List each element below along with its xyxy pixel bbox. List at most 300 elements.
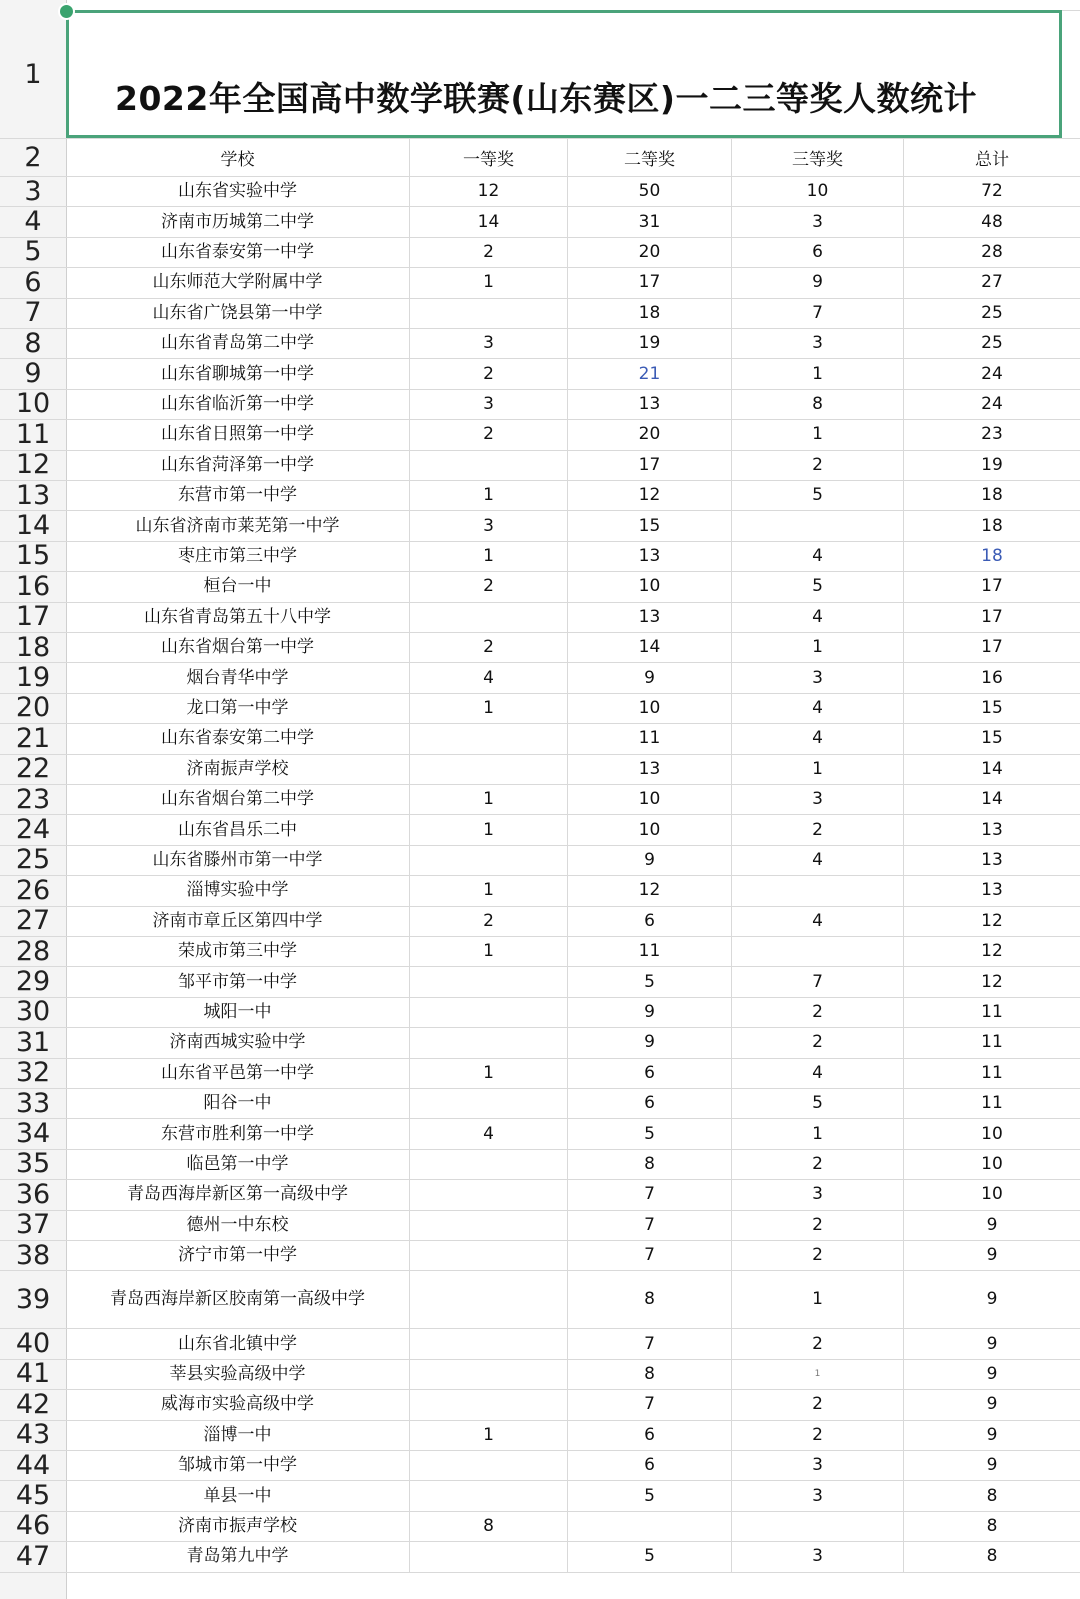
second-prize-cell[interactable]: 7: [568, 1210, 732, 1240]
second-prize-cell[interactable]: 50: [568, 176, 732, 206]
header-school[interactable]: 学校: [66, 138, 410, 176]
row-number[interactable]: 27: [15, 905, 51, 937]
third-prize-cell[interactable]: 1: [732, 632, 904, 662]
table-row: [0, 966, 1080, 997]
third-prize-cell[interactable]: 5: [732, 480, 904, 510]
table-row: [0, 723, 1080, 754]
total-cell[interactable]: 17: [981, 637, 1003, 658]
third-prize-cell[interactable]: 5: [732, 1088, 904, 1118]
school-cell[interactable]: 邹城市第一中学: [66, 1450, 410, 1480]
third-prize-cell[interactable]: 2: [732, 1027, 904, 1057]
row-number[interactable]: 33: [15, 1087, 51, 1119]
total-cell[interactable]: 8: [986, 1485, 998, 1506]
school-cell[interactable]: 青岛第九中学: [66, 1541, 410, 1571]
first-prize-cell[interactable]: 12: [410, 176, 568, 206]
total-cell[interactable]: 17: [981, 576, 1003, 597]
row-number[interactable]: 3: [24, 175, 42, 207]
table-row: [0, 298, 1080, 329]
total-cell[interactable]: 16: [981, 667, 1003, 688]
row-number[interactable]: 26: [15, 874, 51, 906]
total-cell[interactable]: 23: [981, 424, 1003, 445]
row-number[interactable]: 34: [15, 1118, 51, 1150]
school-cell[interactable]: 山东省实验中学: [66, 176, 410, 206]
school-cell[interactable]: 济南市历城第二中学: [66, 206, 410, 236]
first-prize-cell[interactable]: [410, 754, 568, 784]
first-prize-cell[interactable]: [410, 1389, 568, 1419]
first-prize-cell[interactable]: 1: [410, 936, 568, 966]
row-number[interactable]: 9: [24, 358, 42, 390]
row-number[interactable]: 15: [15, 540, 51, 572]
second-prize-cell[interactable]: 5: [568, 966, 732, 996]
table-row: [0, 1541, 1080, 1572]
first-prize-cell[interactable]: [410, 1210, 568, 1240]
school-cell[interactable]: 山东省烟台第一中学: [66, 632, 410, 662]
first-prize-cell[interactable]: [410, 1149, 568, 1179]
total-cell[interactable]: 13: [981, 880, 1003, 901]
first-prize-cell[interactable]: [410, 450, 568, 480]
first-prize-cell[interactable]: [410, 602, 568, 632]
school-cell[interactable]: 山东省平邑第一中学: [66, 1058, 410, 1088]
table-row: [0, 997, 1080, 1028]
row-number[interactable]: 23: [15, 783, 51, 815]
third-prize-cell[interactable]: 3: [732, 1480, 904, 1510]
third-prize-cell[interactable]: 4: [732, 1058, 904, 1088]
second-prize-cell[interactable]: 20: [568, 419, 732, 449]
second-prize-cell[interactable]: 10: [568, 571, 732, 601]
total-cell[interactable]: 15: [981, 697, 1003, 718]
row-number[interactable]: 28: [15, 935, 51, 967]
second-prize-cell[interactable]: 7: [568, 1328, 732, 1358]
row-number[interactable]: 8: [24, 327, 42, 359]
table-row: [0, 419, 1080, 450]
first-prize-cell[interactable]: 2: [410, 632, 568, 662]
school-cell[interactable]: 临邑第一中学: [66, 1149, 410, 1179]
row-number[interactable]: 24: [15, 814, 51, 846]
total-cell[interactable]: 24: [981, 393, 1003, 414]
header-third-prize[interactable]: 三等奖: [732, 138, 904, 176]
school-cell[interactable]: 济南市章丘区第四中学: [66, 906, 410, 936]
first-prize-cell[interactable]: 1: [410, 267, 568, 297]
selection-handle-icon[interactable]: [58, 3, 75, 20]
school-cell[interactable]: 济南振声学校: [66, 754, 410, 784]
third-prize-cell[interactable]: 1: [732, 358, 904, 388]
second-prize-cell[interactable]: 11: [568, 936, 732, 966]
row-number[interactable]: 13: [15, 479, 51, 511]
second-prize-cell[interactable]: 7: [568, 1179, 732, 1209]
school-cell[interactable]: 单县一中: [66, 1480, 410, 1510]
row-number[interactable]: 42: [15, 1388, 51, 1420]
third-prize-cell[interactable]: 4: [732, 693, 904, 723]
total-cell[interactable]: 13: [981, 819, 1003, 840]
total-cell[interactable]: 18: [981, 515, 1003, 536]
school-cell[interactable]: 烟台青华中学: [66, 662, 410, 692]
total-cell[interactable]: 9: [986, 1455, 998, 1476]
school-cell[interactable]: 阳谷一中: [66, 1088, 410, 1118]
second-prize-cell[interactable]: 12: [568, 875, 732, 905]
second-prize-cell[interactable]: 9: [568, 1027, 732, 1057]
row-number[interactable]: 30: [15, 996, 51, 1028]
third-prize-cell[interactable]: 3: [732, 328, 904, 358]
total-cell[interactable]: 17: [981, 606, 1003, 627]
table-row: [0, 1389, 1080, 1420]
second-prize-cell[interactable]: 8: [568, 1270, 732, 1328]
first-prize-cell[interactable]: [410, 1359, 568, 1389]
table-row: [0, 1359, 1080, 1390]
second-prize-cell[interactable]: 10: [568, 814, 732, 844]
third-prize-cell[interactable]: 3: [732, 1541, 904, 1571]
second-prize-cell[interactable]: 13: [568, 389, 732, 419]
school-cell[interactable]: 山东省滕州市第一中学: [66, 845, 410, 875]
first-prize-cell[interactable]: 2: [410, 571, 568, 601]
second-prize-cell[interactable]: 18: [568, 298, 732, 328]
school-cell[interactable]: 山东省昌乐二中: [66, 814, 410, 844]
third-prize-cell[interactable]: 4: [732, 906, 904, 936]
school-cell[interactable]: 山东省青岛第二中学: [66, 328, 410, 358]
table-row: [0, 176, 1080, 207]
third-prize-cell[interactable]: 7: [732, 298, 904, 328]
school-cell[interactable]: 青岛西海岸新区胶南第一高级中学: [66, 1270, 410, 1328]
total-cell[interactable]: 12: [981, 941, 1003, 962]
third-prize-cell[interactable]: 3: [732, 206, 904, 236]
table-row: [0, 1027, 1080, 1058]
school-cell[interactable]: 青岛西海岸新区第一高级中学: [66, 1179, 410, 1209]
first-prize-cell[interactable]: 8: [410, 1511, 568, 1541]
total-cell[interactable]: 25: [981, 333, 1003, 354]
school-cell[interactable]: 邹平市第一中学: [66, 966, 410, 996]
total-cell[interactable]: 18: [981, 485, 1003, 506]
first-prize-cell[interactable]: [410, 845, 568, 875]
school-cell[interactable]: 山东省泰安第一中学: [66, 237, 410, 267]
total-cell[interactable]: 10: [981, 1123, 1003, 1144]
second-prize-cell[interactable]: 6: [568, 906, 732, 936]
row-number[interactable]: 39: [15, 1283, 51, 1315]
total-cell[interactable]: 11: [981, 1062, 1003, 1083]
third-prize-cell[interactable]: [732, 1511, 904, 1541]
total-cell[interactable]: 13: [981, 849, 1003, 870]
third-prize-cell[interactable]: 3: [732, 1179, 904, 1209]
total-cell[interactable]: 27: [981, 272, 1003, 293]
second-prize-cell[interactable]: 5: [568, 1118, 732, 1148]
total-cell[interactable]: 19: [981, 454, 1003, 475]
third-prize-cell[interactable]: 8: [732, 389, 904, 419]
first-prize-cell[interactable]: 4: [410, 1118, 568, 1148]
table-row: [0, 906, 1080, 937]
school-cell[interactable]: 龙口第一中学: [66, 693, 410, 723]
row-number[interactable]: 10: [15, 388, 51, 420]
first-prize-cell[interactable]: 3: [410, 510, 568, 540]
total-cell[interactable]: 28: [981, 241, 1003, 262]
total-cell[interactable]: 9: [986, 1289, 998, 1310]
first-prize-cell[interactable]: [410, 997, 568, 1027]
second-prize-cell[interactable]: 7: [568, 1389, 732, 1419]
total-cell[interactable]: 12: [981, 971, 1003, 992]
first-prize-cell[interactable]: [410, 1450, 568, 1480]
table-row: [0, 632, 1080, 663]
second-prize-cell[interactable]: 6: [568, 1058, 732, 1088]
total-cell[interactable]: 9: [986, 1214, 998, 1235]
first-prize-cell[interactable]: 14: [410, 206, 568, 236]
third-prize-cell[interactable]: 2: [732, 1210, 904, 1240]
first-prize-cell[interactable]: 1: [410, 814, 568, 844]
total-cell[interactable]: 9: [986, 1333, 998, 1354]
table-row: [0, 1179, 1080, 1210]
total-cell[interactable]: 11: [981, 1032, 1003, 1053]
third-prize-cell[interactable]: 7: [732, 966, 904, 996]
school-cell[interactable]: 威海市实验高级中学: [66, 1389, 410, 1419]
row-number[interactable]: 16: [15, 570, 51, 602]
total-cell[interactable]: 9: [986, 1424, 998, 1445]
total-cell[interactable]: 15: [981, 728, 1003, 749]
second-prize-cell[interactable]: 13: [568, 602, 732, 632]
first-prize-cell[interactable]: [410, 966, 568, 996]
second-prize-cell[interactable]: 19: [568, 328, 732, 358]
row-number[interactable]: 21: [15, 722, 51, 754]
total-cell[interactable]: 9: [986, 1245, 998, 1266]
table-row: [0, 328, 1080, 359]
third-prize-cell[interactable]: 9: [732, 267, 904, 297]
total-cell[interactable]: 12: [981, 910, 1003, 931]
second-prize-cell[interactable]: 8: [568, 1359, 732, 1389]
total-cell[interactable]: 10: [981, 1184, 1003, 1205]
second-prize-cell[interactable]: 9: [568, 997, 732, 1027]
second-prize-cell[interactable]: 6: [568, 1450, 732, 1480]
row-number[interactable]: 25: [15, 844, 51, 876]
school-cell[interactable]: 山东省烟台第二中学: [66, 784, 410, 814]
third-prize-cell[interactable]: 2: [732, 1328, 904, 1358]
third-prize-cell[interactable]: 3: [732, 662, 904, 692]
second-prize-cell[interactable]: 6: [568, 1088, 732, 1118]
second-prize-cell[interactable]: 13: [568, 541, 732, 571]
row-number[interactable]: 31: [15, 1026, 51, 1058]
first-prize-cell[interactable]: [410, 1088, 568, 1118]
row-number[interactable]: 18: [15, 631, 51, 663]
first-prize-cell[interactable]: [410, 1027, 568, 1057]
header-first-prize[interactable]: 一等奖: [410, 138, 568, 176]
row-number[interactable]: 5: [24, 236, 42, 268]
second-prize-cell[interactable]: [568, 1511, 732, 1541]
second-prize-cell[interactable]: 20: [568, 237, 732, 267]
row-number[interactable]: 45: [15, 1480, 51, 1512]
second-prize-cell[interactable]: 14: [568, 632, 732, 662]
first-prize-cell[interactable]: 1: [410, 693, 568, 723]
first-prize-cell[interactable]: [410, 298, 568, 328]
third-prize-cell[interactable]: 1: [732, 1359, 904, 1389]
title-cell[interactable]: [66, 10, 1062, 138]
table-row: [0, 480, 1080, 511]
header-second-prize[interactable]: 二等奖: [568, 138, 732, 176]
second-prize-cell[interactable]: 5: [568, 1480, 732, 1510]
row-number[interactable]: 1: [24, 58, 42, 90]
total-cell[interactable]: 9: [986, 1363, 998, 1384]
school-cell[interactable]: 山东省泰安第二中学: [66, 723, 410, 753]
row-number[interactable]: 35: [15, 1148, 51, 1180]
row-number[interactable]: 4: [24, 206, 42, 238]
row-number[interactable]: 36: [15, 1178, 51, 1210]
third-prize-cell[interactable]: 2: [732, 997, 904, 1027]
first-prize-cell[interactable]: 2: [410, 237, 568, 267]
school-cell[interactable]: 济南市振声学校: [66, 1511, 410, 1541]
first-prize-cell[interactable]: [410, 1270, 568, 1328]
third-prize-cell[interactable]: 3: [732, 1450, 904, 1480]
school-cell[interactable]: 济南西城实验中学: [66, 1027, 410, 1057]
second-prize-cell[interactable]: 11: [568, 723, 732, 753]
school-cell[interactable]: 莘县实验高级中学: [66, 1359, 410, 1389]
total-cell[interactable]: 10: [981, 1153, 1003, 1174]
second-prize-cell[interactable]: 5: [568, 1541, 732, 1571]
row-number[interactable]: 22: [15, 753, 51, 785]
total-cell[interactable]: 48: [981, 211, 1003, 232]
school-cell[interactable]: 山东省广饶县第一中学: [66, 298, 410, 328]
first-prize-cell[interactable]: [410, 1179, 568, 1209]
row-number[interactable]: 29: [15, 966, 51, 998]
first-prize-cell[interactable]: 2: [410, 906, 568, 936]
school-cell[interactable]: 济宁市第一中学: [66, 1240, 410, 1270]
total-cell[interactable]: 72: [981, 181, 1003, 202]
row-number[interactable]: 7: [24, 297, 42, 329]
third-prize-cell[interactable]: 4: [732, 602, 904, 632]
school-cell[interactable]: 山东师范大学附属中学: [66, 267, 410, 297]
third-prize-cell[interactable]: 5: [732, 571, 904, 601]
third-prize-cell[interactable]: 2: [732, 814, 904, 844]
second-prize-cell[interactable]: 21: [568, 358, 732, 388]
row-number[interactable]: 20: [15, 692, 51, 724]
total-cell[interactable]: 11: [981, 1001, 1003, 1022]
school-cell[interactable]: 山东省临沂第一中学: [66, 389, 410, 419]
row-number[interactable]: 37: [15, 1209, 51, 1241]
third-prize-cell[interactable]: 2: [732, 450, 904, 480]
third-prize-cell[interactable]: 4: [732, 541, 904, 571]
school-cell[interactable]: 枣庄市第三中学: [66, 541, 410, 571]
school-cell[interactable]: 桓台一中: [66, 571, 410, 601]
row-number[interactable]: 38: [15, 1239, 51, 1271]
second-prize-cell[interactable]: 31: [568, 206, 732, 236]
total-cell[interactable]: 9: [986, 1394, 998, 1415]
table-row: [0, 1270, 1080, 1329]
third-prize-cell[interactable]: 2: [732, 1420, 904, 1450]
row-number[interactable]: 43: [15, 1419, 51, 1451]
first-prize-cell[interactable]: 2: [410, 358, 568, 388]
third-prize-cell[interactable]: 4: [732, 845, 904, 875]
third-prize-cell[interactable]: 1: [732, 754, 904, 784]
row-number[interactable]: 41: [15, 1358, 51, 1390]
first-prize-cell[interactable]: [410, 1480, 568, 1510]
total-cell[interactable]: 18: [981, 545, 1003, 566]
row-number[interactable]: 12: [15, 449, 51, 481]
second-prize-cell[interactable]: 17: [568, 267, 732, 297]
third-prize-cell[interactable]: [732, 875, 904, 905]
sheet-title: 2022年全国高中数学联赛(山东赛区)一二三等奖人数统计: [115, 79, 978, 118]
second-prize-cell[interactable]: 15: [568, 510, 732, 540]
table-row: [0, 1058, 1080, 1089]
total-cell[interactable]: 11: [981, 1093, 1003, 1114]
first-prize-cell[interactable]: 4: [410, 662, 568, 692]
second-prize-cell[interactable]: 9: [568, 662, 732, 692]
school-cell[interactable]: 荣成市第三中学: [66, 936, 410, 966]
second-prize-cell[interactable]: 17: [568, 450, 732, 480]
school-cell[interactable]: 东营市胜利第一中学: [66, 1118, 410, 1148]
second-prize-cell[interactable]: 12: [568, 480, 732, 510]
school-cell[interactable]: 德州一中东校: [66, 1210, 410, 1240]
first-prize-cell[interactable]: 1: [410, 875, 568, 905]
school-cell[interactable]: 城阳一中: [66, 997, 410, 1027]
first-prize-cell[interactable]: 3: [410, 389, 568, 419]
first-prize-cell[interactable]: 1: [410, 1420, 568, 1450]
row-number[interactable]: 44: [15, 1449, 51, 1481]
first-prize-cell[interactable]: [410, 723, 568, 753]
first-prize-cell[interactable]: [410, 1328, 568, 1358]
first-prize-cell[interactable]: 1: [410, 480, 568, 510]
school-cell[interactable]: 淄博实验中学: [66, 875, 410, 905]
total-cell[interactable]: 24: [981, 363, 1003, 384]
row-number[interactable]: 32: [15, 1057, 51, 1089]
second-prize-cell[interactable]: 9: [568, 845, 732, 875]
total-cell[interactable]: 14: [981, 789, 1003, 810]
table-row: [0, 1511, 1080, 1542]
row-number[interactable]: 17: [15, 601, 51, 633]
first-prize-cell[interactable]: [410, 1240, 568, 1270]
first-prize-cell[interactable]: 1: [410, 784, 568, 814]
total-cell[interactable]: 8: [986, 1515, 998, 1536]
school-cell[interactable]: 山东省北镇中学: [66, 1328, 410, 1358]
third-prize-cell[interactable]: 3: [732, 784, 904, 814]
second-prize-cell[interactable]: 13: [568, 754, 732, 784]
total-cell[interactable]: 25: [981, 302, 1003, 323]
row-number[interactable]: 19: [15, 662, 51, 694]
second-prize-cell[interactable]: 7: [568, 1240, 732, 1270]
third-prize-cell[interactable]: 1: [732, 1270, 904, 1328]
third-prize-cell[interactable]: 6: [732, 237, 904, 267]
school-cell[interactable]: 山东省济南市莱芜第一中学: [66, 510, 410, 540]
school-cell[interactable]: 山东省青岛第五十八中学: [66, 602, 410, 632]
school-cell[interactable]: 东营市第一中学: [66, 480, 410, 510]
table-row: [0, 571, 1080, 602]
third-prize-cell[interactable]: 2: [732, 1240, 904, 1270]
first-prize-cell[interactable]: 3: [410, 328, 568, 358]
row-number[interactable]: 6: [24, 266, 42, 298]
row-number[interactable]: 14: [15, 510, 51, 542]
second-prize-cell[interactable]: 6: [568, 1420, 732, 1450]
second-prize-cell[interactable]: 8: [568, 1149, 732, 1179]
first-prize-cell[interactable]: 1: [410, 541, 568, 571]
third-prize-cell[interactable]: 2: [732, 1149, 904, 1179]
third-prize-cell[interactable]: [732, 936, 904, 966]
first-prize-cell[interactable]: 2: [410, 419, 568, 449]
school-cell[interactable]: 山东省聊城第一中学: [66, 358, 410, 388]
header-total[interactable]: 总计: [975, 149, 1009, 170]
third-prize-cell[interactable]: 10: [732, 176, 904, 206]
table-row: [0, 936, 1080, 967]
first-prize-cell[interactable]: 1: [410, 1058, 568, 1088]
second-prize-cell[interactable]: 10: [568, 784, 732, 814]
row-number[interactable]: 2: [24, 141, 42, 173]
total-cell[interactable]: 8: [986, 1546, 998, 1567]
third-prize-cell[interactable]: 1: [732, 1118, 904, 1148]
row-number[interactable]: 11: [15, 418, 51, 450]
third-prize-cell[interactable]: 4: [732, 723, 904, 753]
school-cell[interactable]: 山东省菏泽第一中学: [66, 450, 410, 480]
third-prize-cell[interactable]: [732, 510, 904, 540]
row-number[interactable]: 46: [15, 1510, 51, 1542]
school-cell[interactable]: 山东省日照第一中学: [66, 419, 410, 449]
row-number[interactable]: 47: [15, 1540, 51, 1572]
school-cell[interactable]: 淄博一中: [66, 1420, 410, 1450]
third-prize-cell[interactable]: 2: [732, 1389, 904, 1419]
third-prize-cell[interactable]: 1: [732, 419, 904, 449]
row-number[interactable]: 40: [15, 1328, 51, 1360]
total-cell[interactable]: 14: [981, 758, 1003, 779]
first-prize-cell[interactable]: [410, 1541, 568, 1571]
second-prize-cell[interactable]: 10: [568, 693, 732, 723]
